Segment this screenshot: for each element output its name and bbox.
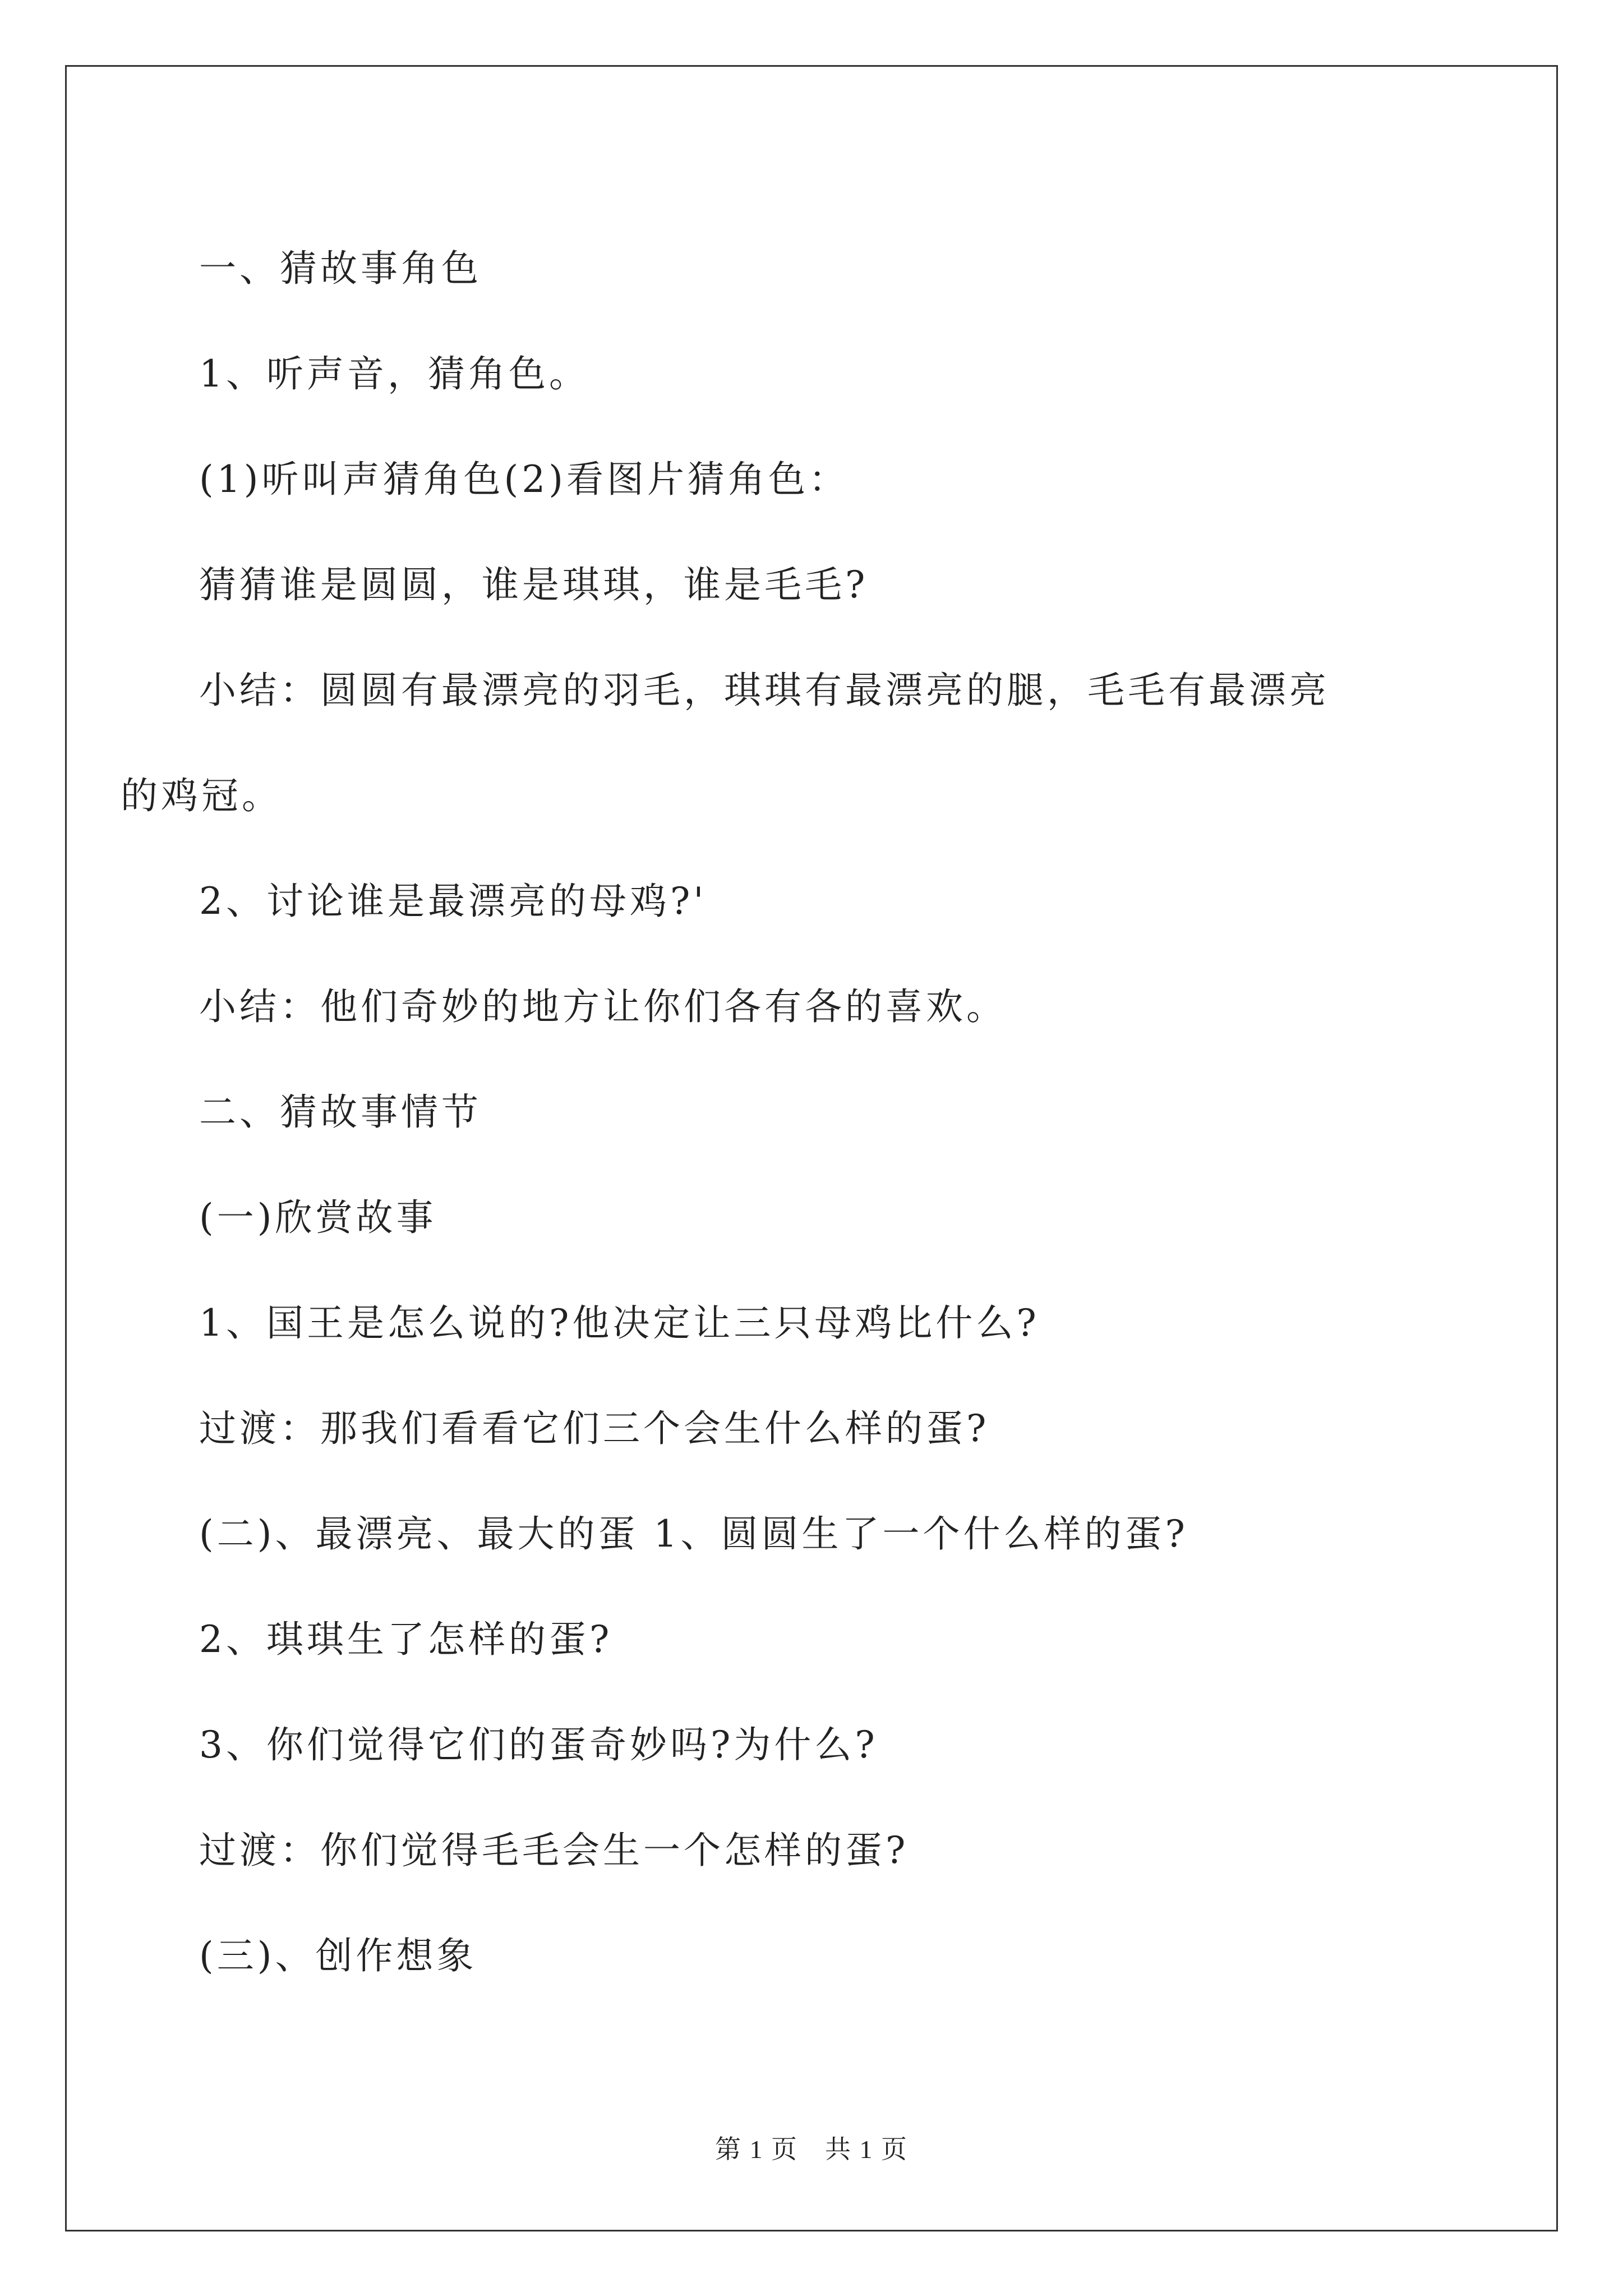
paragraph-summary: 小结：圆圆有最漂亮的羽毛，琪琪有最漂亮的腿，毛毛有最漂亮的鸡冠。	[121, 669, 1330, 817]
page-number: 第 1 页 共 1 页	[715, 2135, 908, 2164]
paragraph: 2、讨论谁是最漂亮的母鸡?'	[199, 880, 707, 923]
paragraph: 过渡：你们觉得毛毛会生一个怎样的蛋?	[199, 1829, 909, 1872]
heading-guess-plot: 二、猜故事情节	[199, 1091, 482, 1134]
paragraph: 过渡：那我们看看它们三个会生什么样的蛋?	[199, 1407, 990, 1450]
paragraph: 3、你们觉得它们的蛋奇妙吗?为什么?	[199, 1723, 878, 1766]
document-body	[121, 216, 1433, 2009]
paragraph: 1、国王是怎么说的?他决定让三只母鸡比什么?	[199, 1301, 1040, 1345]
paragraph: 猜猜谁是圆圆，谁是琪琪，谁是毛毛?	[199, 563, 869, 606]
paragraph: (二)、最漂亮、最大的蛋 1、圆圆生了一个什么样的蛋?	[199, 1512, 1188, 1556]
paragraph: (1)听叫声猜角色(2)看图片猜角色：	[199, 458, 849, 501]
paragraph-summary: 小结：他们奇妙的地方让你们各有各的喜欢。	[199, 985, 1007, 1028]
heading-guess-characters: 一、猜故事角色	[199, 247, 482, 290]
paragraph: (三)、创作想象	[199, 1934, 477, 1977]
paragraph: (一)欣赏故事	[199, 1196, 437, 1239]
paragraph: 2、琪琪生了怎样的蛋?	[199, 1618, 613, 1661]
paragraph: 1、听声音，猜角色。	[199, 352, 589, 395]
